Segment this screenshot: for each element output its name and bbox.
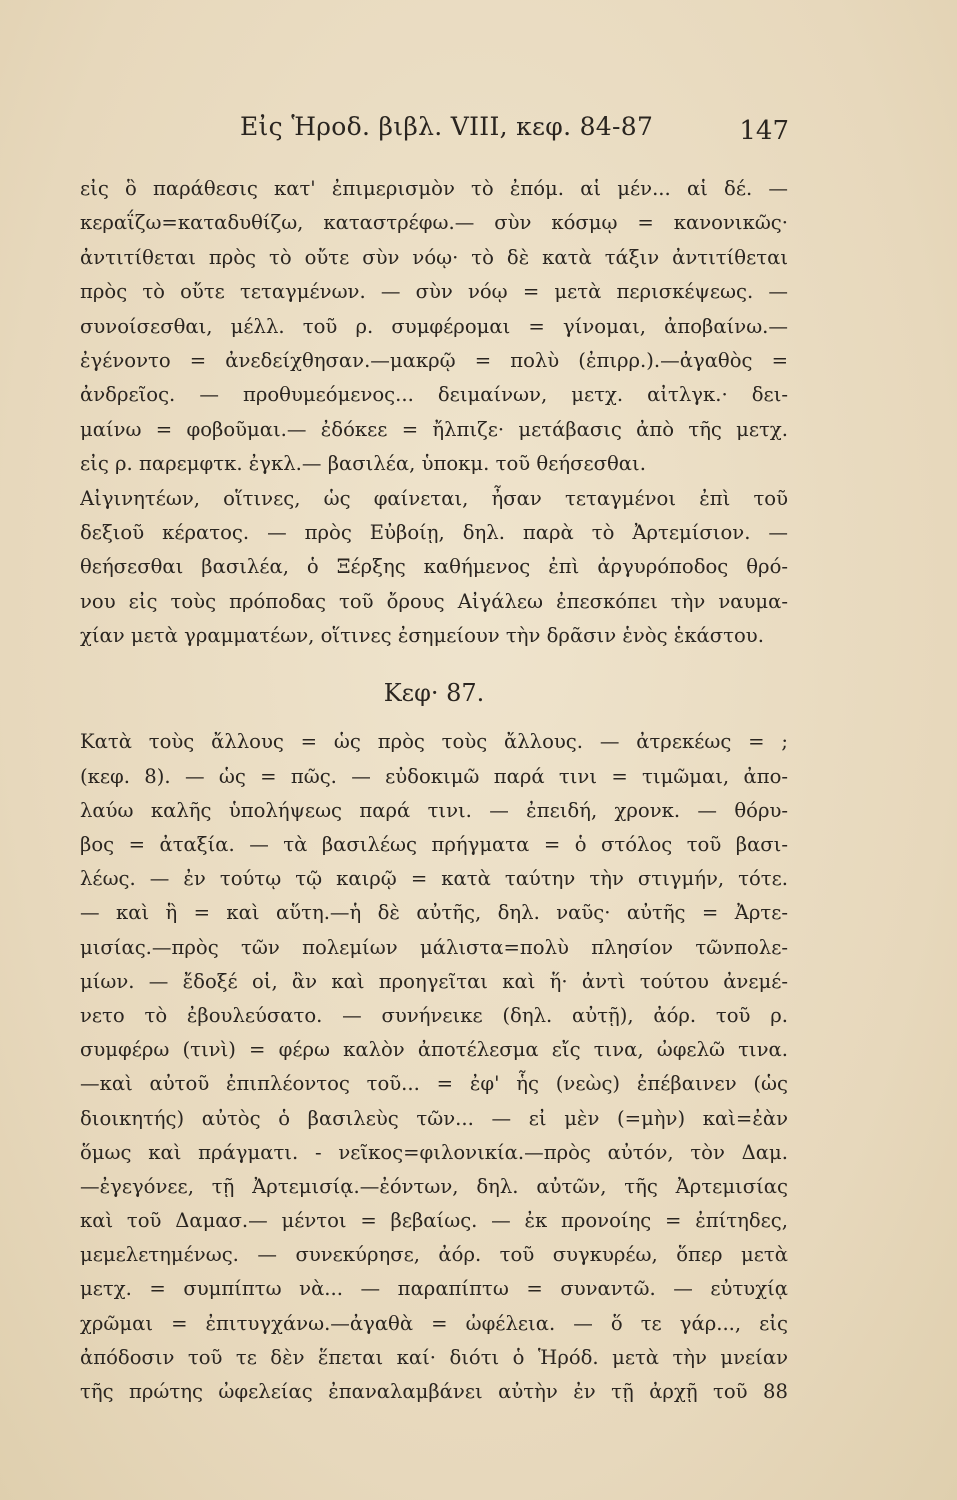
text-line: εἰς ρ. παρεμφτκ. ἐγκλ.— βασιλέα, ὑποκμ. τοῦ θεήσεσθαι. <box>80 452 646 476</box>
commentary-paragraph-ch87 <box>80 725 788 1409</box>
text-line: μεμελετημένως. — συνεκύρησε, ἀόρ. τοῦ συγκυρέω, ὅπερ μετὰ <box>80 1243 788 1267</box>
text-line: μαίνω = φοβοῦμαι.— ἐδόκεε = ἤλπιζε· μετάβασις ἀπὸ τῆς μετχ. <box>80 417 788 441</box>
text-line: χίαν μετὰ γραμματέων, οἵτινες ἐσημείουν τὴν δρᾶσιν ἑνὸς ἑκάστου. <box>80 624 764 648</box>
text-line: (κεφ. 8). — ὡς = πῶς. — εὐδοκιμῶ παρά τινι = τιμῶμαι, ἀπο- <box>80 764 788 788</box>
text-line: Αἰγινητέων, οἵτινες, ὡς φαίνεται, ἦσαν τεταγμένοι ἐπὶ τοῦ <box>80 486 788 510</box>
text-line: μισίας.—πρὸς τῶν πολεμίων μάλιστα=πολὺ πλησίον τῶνπολε- <box>80 935 788 959</box>
text-line: νου εἰς τοὺς πρόποδας τοῦ ὄρους Αἰγάλεω ἐπεσκόπει τὴν ναυμα- <box>80 589 788 613</box>
text-line: θεήσεσθαι βασιλέα, ὁ Ξέρξης καθήμενος ἐπὶ ἀργυρόποδος θρό- <box>80 555 788 579</box>
text-line: βος = ἀταξία. — τὰ βασιλέως πρήγματα = ὁ στόλος τοῦ βασι- <box>80 833 788 857</box>
running-head: Εἰς Ἡροδ. βιβλ. VIII, κεφ. 84-87 <box>240 112 654 141</box>
text-line: —ἐγεγόνεε, τῇ Ἀρτεμισίᾳ.—ἐόντων, δηλ. αὐτῶν, τῆς Ἀρτεμισίας <box>80 1174 788 1198</box>
page-number: 147 <box>739 116 789 146</box>
text-line: νετο τὸ ἐβουλεύσατο. — συνήνεικε (δηλ. αὐτῇ), ἀόρ. τοῦ ρ. <box>80 1003 788 1027</box>
text-line: εἰς ὃ παράθεσις κατ' ἐπιμερισμὸν τὸ ἐπόμ. αἱ μέν... αἱ δέ. — <box>80 177 788 200</box>
text-line: συμφέρω (τινὶ) = φέρω καλὸν ἀποτέλεσμα εἴς τινα, ὠφελῶ τινα. <box>80 1038 788 1062</box>
text-line: ἀπόδοσιν τοῦ τε δὲν ἕπεται καί· διότι ὁ Ἡρόδ. μετὰ τὴν μνείαν <box>80 1345 788 1369</box>
text-line: ἐγένοντο = ἀνεδείχθησαν.—μακρῷ = πολὺ (ἐπιρρ.).—ἀγαθὸς = <box>80 348 788 372</box>
text-line: καὶ τοῦ Δαμασ.— μέντοι = βεβαίως. — ἐκ προνοίης = ἐπίτηδες, <box>80 1209 788 1233</box>
text-line: ἀνδρεῖος. — προθυμεόμενος... δειμαίνων, μετχ. αἰτλγκ.· δει- <box>80 383 788 407</box>
text-line: τῆς πρώτης ὠφελείας ἐπαναλαμβάνει αὐτὴν ἐν τῇ ἀρχῇ τοῦ 88 <box>80 1380 788 1404</box>
text-line: λέως. — ἐν τούτῳ τῷ καιρῷ = κατὰ ταύτην τὴν στιγμήν, τότε. <box>80 867 788 891</box>
text-line: λαύω καλῆς ὑπολήψεως παρά τινι. — ἐπειδή, χρονκ. — θόρυ- <box>80 798 788 822</box>
text-line: μίων. — ἔδοξέ οἱ, ἂν καὶ προηγεῖται καὶ ἥ· ἀντὶ τούτου ἀνεμέ- <box>80 969 788 993</box>
text-line: διοικητής) αὐτὸς ὁ βασιλεὺς τῶν... — εἰ μὲν (=μὴν) καὶ=ἐὰν <box>80 1106 788 1130</box>
text-line: ὅμως καὶ πράγματι. - νεῖκος=φιλονικία.—πρὸς αὐτόν, τὸν Δαμ. <box>80 1140 788 1164</box>
text-line: ἀντιτίθεται πρὸς τὸ οὔτε σὺν νόῳ· τὸ δὲ κατὰ τάξιν ἀντιτίθεται <box>80 245 788 269</box>
chapter-heading: Κεφ· 87. <box>383 679 485 708</box>
text-line: μετχ. = συμπίπτω νὰ... — παραπίπτω = συναντῶ. — εὐτυχίᾳ <box>80 1277 788 1301</box>
text-line: — καὶ ἣ = καὶ αὕτη.—ἡ δὲ αὐτῆς, δηλ. ναῦς· αὐτῆς = Ἀρτε- <box>80 901 788 925</box>
text-line: Κατὰ τοὺς ἄλλους = ὡς πρὸς τοὺς ἄλλους. — ἀτρεκέως = ; <box>80 730 788 754</box>
text-line: κεραΐζω=καταδυθίζω, καταστρέφω.— σὺν κόσμῳ = κανονικῶς· <box>80 211 788 235</box>
text-line: —καὶ αὐτοῦ ἐπιπλέοντος τοῦ... = ἐφ' ἧς (νεὼς) ἐπέβαινεν (ὡς <box>80 1072 788 1096</box>
page-header <box>0 112 957 152</box>
text-line: δεξιοῦ κέρατος. — πρὸς Εὐβοίῃ, δηλ. παρὰ τὸ Ἀρτεμίσιον. — <box>80 520 788 544</box>
commentary-paragraph-ch86 <box>80 172 788 653</box>
text-line: συνοίσεσθαι, μέλλ. τοῦ ρ. συμφέρομαι = γίνομαι, ἀποβαίνω.— <box>80 314 788 338</box>
text-body <box>80 172 788 1409</box>
text-line: πρὸς τὸ οὔτε τεταγμένων. — σὺν νόῳ = μετὰ περισκέψεως. — <box>80 280 788 304</box>
text-line: χρῶμαι = ἐπιτυγχάνω.—ἀγαθὰ = ὠφέλεια. — ὅ τε γάρ..., εἰς <box>80 1311 788 1335</box>
